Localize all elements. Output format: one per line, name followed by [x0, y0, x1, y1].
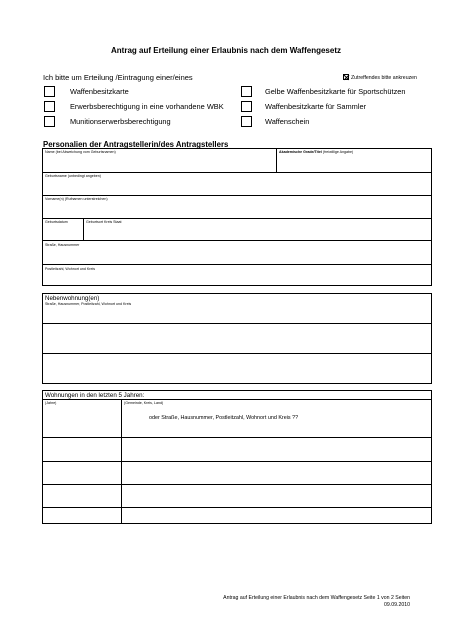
personal-data-form	[42, 148, 432, 286]
checked-box-icon	[343, 74, 349, 80]
checkbox-gelbe-wbk[interactable]	[241, 86, 252, 97]
field-birth-date[interactable]: Geburtsdatum	[45, 220, 68, 224]
secondary-residence-subtitle: Straße, Hausnummer, Postleitzahl, Wohnort und Kreis	[45, 302, 132, 306]
option-wbk-sammler: Waffenbesitzkarte für Sammler	[265, 102, 367, 111]
request-intro: Ich bitte um Erteilung /Eintragung einer/eines	[43, 73, 193, 82]
field-street[interactable]: Straße, Hausnummer	[45, 243, 80, 247]
address-note: oder Straße, Hausnummer, Postleitzahl, Wohnort und Kreis ??	[149, 415, 299, 421]
section-title: Personalien der Antragstellerin/des Antragstellers	[43, 140, 229, 149]
column-years: (Jahre)	[45, 401, 57, 405]
checkbox-erwerbsberechtigung[interactable]	[44, 101, 55, 112]
checkbox-hint	[343, 74, 417, 81]
field-academic-label: Akademische Grade/Titel	[279, 150, 322, 154]
secondary-residence-title: Nebenwohnung(en)	[45, 295, 100, 302]
column-municipality: (Gemeinde, Kreis, Land)	[124, 401, 164, 405]
checkbox-wbk-sammler[interactable]	[241, 101, 252, 112]
field-postal[interactable]: Postleitzahl, Wohnort und Kreis	[45, 267, 96, 271]
option-erwerbsberechtigung: Erwerbsberechtigung in eine vorhandene WBK	[70, 102, 224, 111]
footer-date: 09.09.2010	[384, 602, 410, 608]
document-title: Antrag auf Erteilung einer Erlaubnis nach dem Waffengesetz	[111, 46, 341, 55]
field-first-names[interactable]: Vorname(n) (Rufnamen unterstreichen)	[45, 197, 108, 201]
secondary-residence-form	[42, 293, 432, 384]
previous-residence-form	[42, 390, 432, 524]
checkbox-waffenbesitzkarte[interactable]	[44, 86, 55, 97]
page-footer	[223, 595, 410, 609]
option-munitionserwerb: Munitionserwerbsberechtigung	[70, 117, 171, 126]
field-birth-name[interactable]: Geburtsname (unbedingt angeben)	[45, 174, 101, 178]
footer-page-info: Antrag auf Erteilung einer Erlaubnis nach dem Waffengesetz Seite 1 von 2 Seiten	[223, 595, 410, 601]
field-name[interactable]: Name (bei Abweichung vom Geburtsnamen)	[45, 150, 116, 154]
field-academic-note: (freiwillige Angabe)	[322, 150, 354, 154]
option-gelbe-wbk: Gelbe Waffenbesitzkarte für Sportschützen	[265, 87, 406, 96]
previous-residence-title: Wohnungen in den letzten 5 Jahren:	[45, 392, 145, 399]
field-birth-place[interactable]: Geburtsort Kreis Staat	[86, 220, 122, 224]
checkbox-waffenschein[interactable]	[241, 116, 252, 127]
checkbox-hint-text: Zutreffendes bitte ankreuzen	[351, 75, 417, 81]
field-academic[interactable]	[279, 150, 353, 154]
checkbox-munitionserwerb[interactable]	[44, 116, 55, 127]
option-waffenschein: Waffenschein	[265, 117, 310, 126]
option-waffenbesitzkarte: Waffenbesitzkarte	[70, 87, 129, 96]
